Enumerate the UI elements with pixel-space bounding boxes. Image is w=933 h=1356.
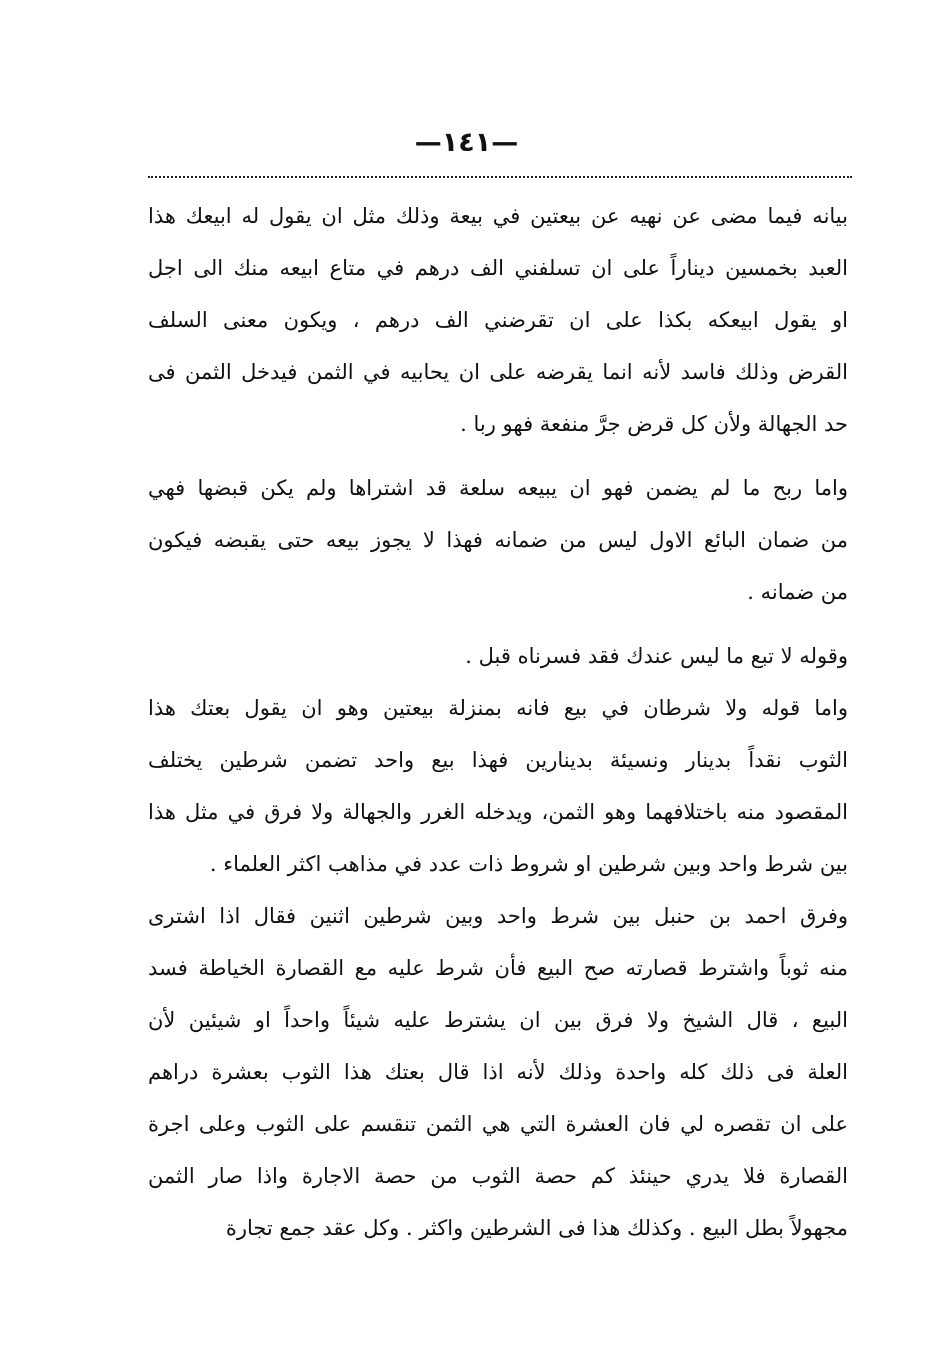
text-line: القرض وذلك فاسد لأنه انما يقرضه على ان يحابيه في الثمن فيدخل الثمن فى — [148, 360, 848, 384]
text-line: من ضمان البائع الاول ليس من ضمانه فهذا لا يجوز بيعه حتى يقبضه فيكون — [148, 528, 848, 552]
paragraph-4 — [148, 682, 848, 890]
text-line: حد الجهالة ولأن كل قرض جرَّ منفعة فهو ربا . — [460, 412, 848, 436]
text-line: البيع ، قال الشيخ ولا فرق بين ان يشترط عليه شيئاً واحداً او شيئين لأن — [148, 1008, 848, 1032]
text-line: القصارة فلا يدري حينئذ كم حصة الثوب من حصة الاجارة واذا صار الثمن — [148, 1164, 848, 1188]
text-line: العبد بخمسين ديناراً على ان تسلفني الف درهم في متاع ابيعه منك الى اجل — [148, 256, 848, 280]
text-line: واما قوله ولا شرطان في بيع فانه بمنزلة بيعتين وهو ان يقول بعتك هذا — [148, 696, 848, 720]
text-line: على ان تقصره لي فان العشرة التي هي الثمن تنقسم على الثوب وعلى اجرة — [148, 1112, 848, 1136]
paragraph-1 — [148, 190, 848, 450]
text-line: منه ثوباً واشترط قصارته صح البيع فأن شرط عليه مع القصارة الخياطة فسد — [148, 956, 848, 980]
header-rule — [148, 176, 852, 178]
text-line: من ضمانه . — [747, 580, 848, 604]
paragraph-5 — [148, 890, 848, 1254]
page-body — [148, 190, 848, 1254]
text-line: بين شرط واحد وبين شرطين او شروط ذات عدد في مذاهب اكثر العلماء . — [209, 852, 848, 876]
text-line: العلة فى ذلك كله واحدة وذلك لأنه اذا قال بعتك هذا الثوب بعشرة دراهم — [148, 1060, 848, 1084]
page-number: —١٤١— — [414, 127, 519, 158]
paragraph-3 — [148, 630, 848, 682]
text-line: وقوله لا تبع ما ليس عندك فقد فسرناه قبل . — [465, 644, 848, 668]
text-line: المقصود منه باختلافهما وهو الثمن، ويدخله الغرر والجهالة ولا فرق في مثل هذا — [148, 800, 848, 824]
text-line: بيانه فيما مضى عن نهيه عن بيعتين في بيعة وذلك مثل ان يقول له ابيعك هذا — [148, 204, 848, 228]
text-line: او يقول ابيعكه بكذا على ان تقرضني الف درهم ، ويكون معنى السلف — [148, 308, 848, 332]
text-line: الثوب نقداً بدينار ونسيئة بدينارين فهذا بيع واحد تضمن شرطين يختلف — [148, 748, 848, 772]
text-line: وفرق احمد بن حنبل بين شرط واحد وبين شرطين اثنين فقال اذا اشترى — [148, 904, 848, 928]
text-line: مجهولاً بطل البيع . وكذلك هذا فى الشرطين واكثر . وكل عقد جمع تجارة — [225, 1216, 848, 1240]
paragraph-2 — [148, 462, 848, 618]
text-line: واما ربح ما لم يضمن فهو ان يبيعه سلعة قد اشتراها ولم يكن قبضها فهي — [148, 476, 848, 500]
